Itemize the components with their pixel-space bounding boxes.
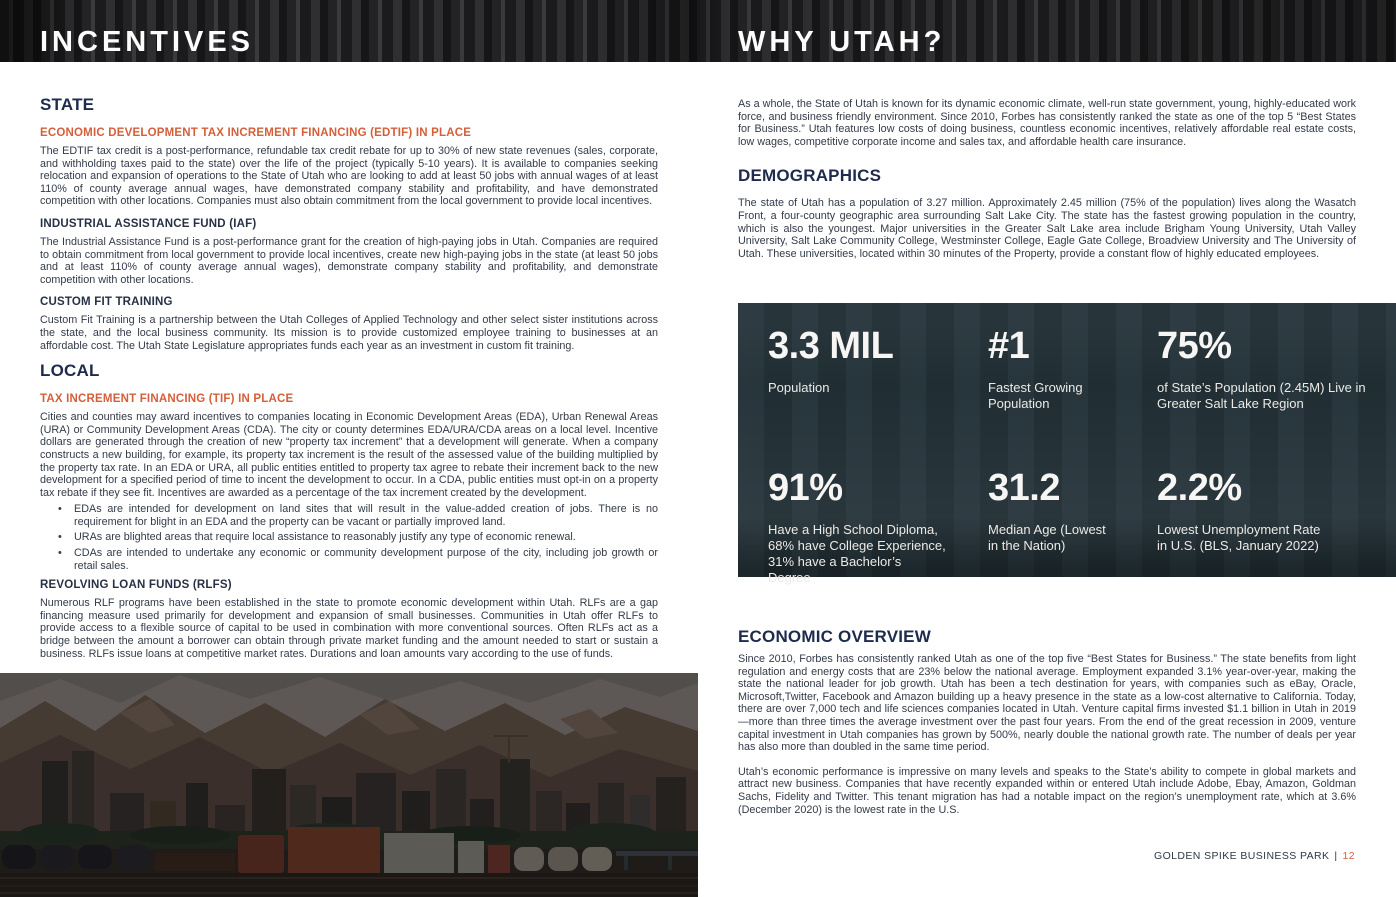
stat-fastest-growing-value: #1: [988, 325, 1030, 367]
iaf-heading: INDUSTRIAL ASSISTANCE FUND (IAF): [40, 217, 257, 230]
rlf-heading: REVOLVING LOAN FUNDS (RLFS): [40, 579, 232, 592]
iaf-body: The Industrial Assistance Fund is a post-performance grant for the creation of high-paying jobs in Utah. Companies are required to obtain commitment from local government to provide local incentives, create new high-paying jobs in the state (at least 50 jobs and at least 110% of county average annual wages), demonstrate company stability and profitability, and demonstrate competition with other locations.: [40, 235, 658, 286]
stat-education: [768, 467, 988, 586]
page-banner: [0, 0, 1396, 62]
stat-unemployment-value: 2.2%: [1157, 467, 1242, 509]
state-heading: STATE: [40, 95, 95, 114]
stat-median-age-value: 31.2: [988, 467, 1060, 509]
custom-fit-heading: CUSTOM FIT TRAINING: [40, 296, 173, 309]
stat-education-label: Have a High School Diploma, 68% have College Experience, 31% have a Bachelor’s Degree: [768, 522, 946, 585]
incentives-column: [40, 95, 658, 669]
salt-lake-city-photo-art: [0, 673, 698, 897]
demographics-heading: DEMOGRAPHICS: [738, 166, 882, 186]
footer-separator: |: [1334, 850, 1338, 862]
right-page-title: WHY UTAH?: [738, 26, 946, 58]
tif-heading: TAX INCREMENT FINANCING (TIF) IN PLACE: [40, 393, 294, 406]
tif-bullet-cda: • CDAs are intended to undertake any economic or community development purpose of the city, including job growth or retail sales.: [40, 547, 658, 572]
stat-fastest-growing: [988, 325, 1157, 467]
stat-population-label: Population: [768, 380, 830, 395]
tif-bullet-list: [40, 503, 658, 572]
edtif-body: The EDTIF tax credit is a post-performance, refundable tax credit rebate for up to 30% of new state revenues (sales, corporate, and withholding taxes paid to the state) over the life of the project (typically 5-10 years). It is available to companies seeking relocation and expansion of operations to the State of Utah who are looking to add at least 50 jobs with annual wages of at least 110% of county average annual wages, have demonstrated company stability and profitability, and have demonstrated competition with other locations. Companies must also obtain commitment from the local government to provide local incentives.: [40, 145, 658, 208]
page-footer: [1154, 850, 1355, 862]
stat-population: [768, 325, 988, 467]
utah-stats-panel: [738, 303, 1396, 585]
stat-salt-lake-share-label: of State’s Population (2.45M) Live in Greater Salt Lake Region: [1157, 380, 1366, 411]
stat-population-value: 3.3 MIL: [768, 325, 894, 367]
footer-page-number: 12: [1342, 850, 1355, 862]
demographics-body: The state of Utah has a population of 3.27 million. Approximately 2.45 million (75% of the population) lives along the Wasatch Front, a four-county geographic area surrounding Salt Lake City. The state has the fastest growing population in the country, which is also the youngest. Major universities in the Greater Salt Lake area include Brigham Young University, Utah Valley University, Salt Lake Community College, Westminster College, Eagle Gate College, Broadview University and The University of Utah. These universities, located within 30 minutes of the Property, provide a constant flow of highly educated employees.: [738, 197, 1356, 260]
stat-unemployment-label: Lowest Unemployment Rate in U.S. (BLS, January 2022): [1157, 522, 1321, 553]
local-heading: LOCAL: [40, 361, 100, 381]
why-utah-column: [738, 98, 1356, 269]
stat-salt-lake-share-value: 75%: [1157, 325, 1232, 367]
rlf-body: Numerous RLF programs have been established in the state to promote economic development within Utah. RLFs are a gap financing measure used primarily for development and expansion of small businesses. Communities in Utah offer RLFs to provide access to a flexible source of capital to be used in combination with more conventional sources. Often RLFs act as a bridge between the amount a borrower can obtain through private market funding and the amount needed to start or sustain a business. RLFs issue loans at competitive market rates. Durations and loan amounts vary according to the use of funds.: [40, 597, 658, 660]
economic-overview-body-2: Utah’s economic performance is impressive on many levels and speaks to the State’s ability to compete in global markets and attract new business. Companies that have recently expanded within or entered Utah include Adobe, Ebay, Amazon, Goldman Sachs, Fidelity and Twitter. This tenant migration has had a notable impact on the region’s unemployment rate, which at 3.6% (December 2020) is the lowest rate in the U.S.: [738, 765, 1356, 816]
stat-median-age: [988, 467, 1157, 586]
edtif-heading: ECONOMIC DEVELOPMENT TAX INCREMENT FINANCING (EDTIF) IN PLACE: [40, 127, 472, 139]
why-utah-intro: As a whole, the State of Utah is known for its dynamic economic climate, well-run state government, young, highly-educated work force, and business friendly environment. Since 2010, Forbes has consistently ranked the state as one of the top 5 “Best States for Business.” Utah features low costs of doing business, countless economic incentives, relatively affordable real estate costs, low wages, competitive corporate income and sales tax, and affordable health care insurance.: [738, 98, 1356, 148]
economic-overview-heading: ECONOMIC OVERVIEW: [738, 627, 931, 646]
left-page-title: INCENTIVES: [40, 26, 255, 58]
stat-fastest-growing-label: Fastest Growing Population: [988, 380, 1083, 411]
custom-fit-body: Custom Fit Training is a partnership between the Utah Colleges of Applied Technology and other select sister institutions across the state, and the local business community. Its mission is to provide customized employee training to businesses at an affordable cost. The Utah State Legislature appropriates funds each year as an investment in custom fit training.: [40, 314, 658, 352]
salt-lake-city-photo: [0, 673, 698, 897]
stat-median-age-label: Median Age (Lowest in the Nation): [988, 522, 1106, 553]
tif-bullet-eda: • EDAs are intended for development on land sites that will result in the value-added creation of jobs. There is no requirement for blight in an EDA and the property can be vacant or partially improved land.: [40, 503, 658, 528]
tif-body: Cities and counties may award incentives to companies locating in Economic Development Areas (EDA), Urban Renewal Areas (URA) or Community Development Areas (CDA). The city or county determines EDA/URA/CDA areas on a local level. Incentive dollars are generated through the creation of new “property tax increment” that a development will generate. When a company constructs a new building, for example, its property tax increment is the result of the assessed value of the building multiplied by the property tax rate. In an EDA or URA, all public entities entitled to property tax agree to rebate their increment back to the new development for a specified period of time to incent the development to occur. In a CDA, public entities must opt-in on a property tax rebate if they see fit. Incentives are awarded as a percentage of the tax increment created by the development.: [40, 411, 658, 499]
stat-unemployment: [1157, 467, 1386, 586]
stat-salt-lake-share: [1157, 325, 1386, 467]
economic-overview-section: [738, 627, 1356, 828]
footer-title: GOLDEN SPIKE BUSINESS PARK: [1154, 850, 1330, 862]
economic-overview-body-1: Since 2010, Forbes has consistently ranked Utah as one of the top five “Best States for Business.” The state benefits from light regulation and energy costs that are 23% below the national average. Employment expanded 3.1% year-over-year, making the state the national leader for job growth. Utah has been a tech destination for years, with companies such as eBay, Oracle, Microsoft,Twitter, Facebook and Amazon building up a heavy presence in the state as a low-cost alternative to California. Today, there are over 7,000 tech and life sciences companies located in Utah. Venture capital firms invested $1.1 billion in Utah in 2019—more than three times the average investment over the past four years. From the end of the great recession in 2009, venture capital investment in Utah companies has grown by 500%, nearly double the national growth rate. The number of deals per year has also more than doubled in the same time period.: [738, 653, 1356, 754]
stat-education-value: 91%: [768, 467, 843, 509]
tif-bullet-ura: • URAs are blighted areas that require local assistance to reasonably justify any type of economic renewal.: [40, 531, 658, 544]
